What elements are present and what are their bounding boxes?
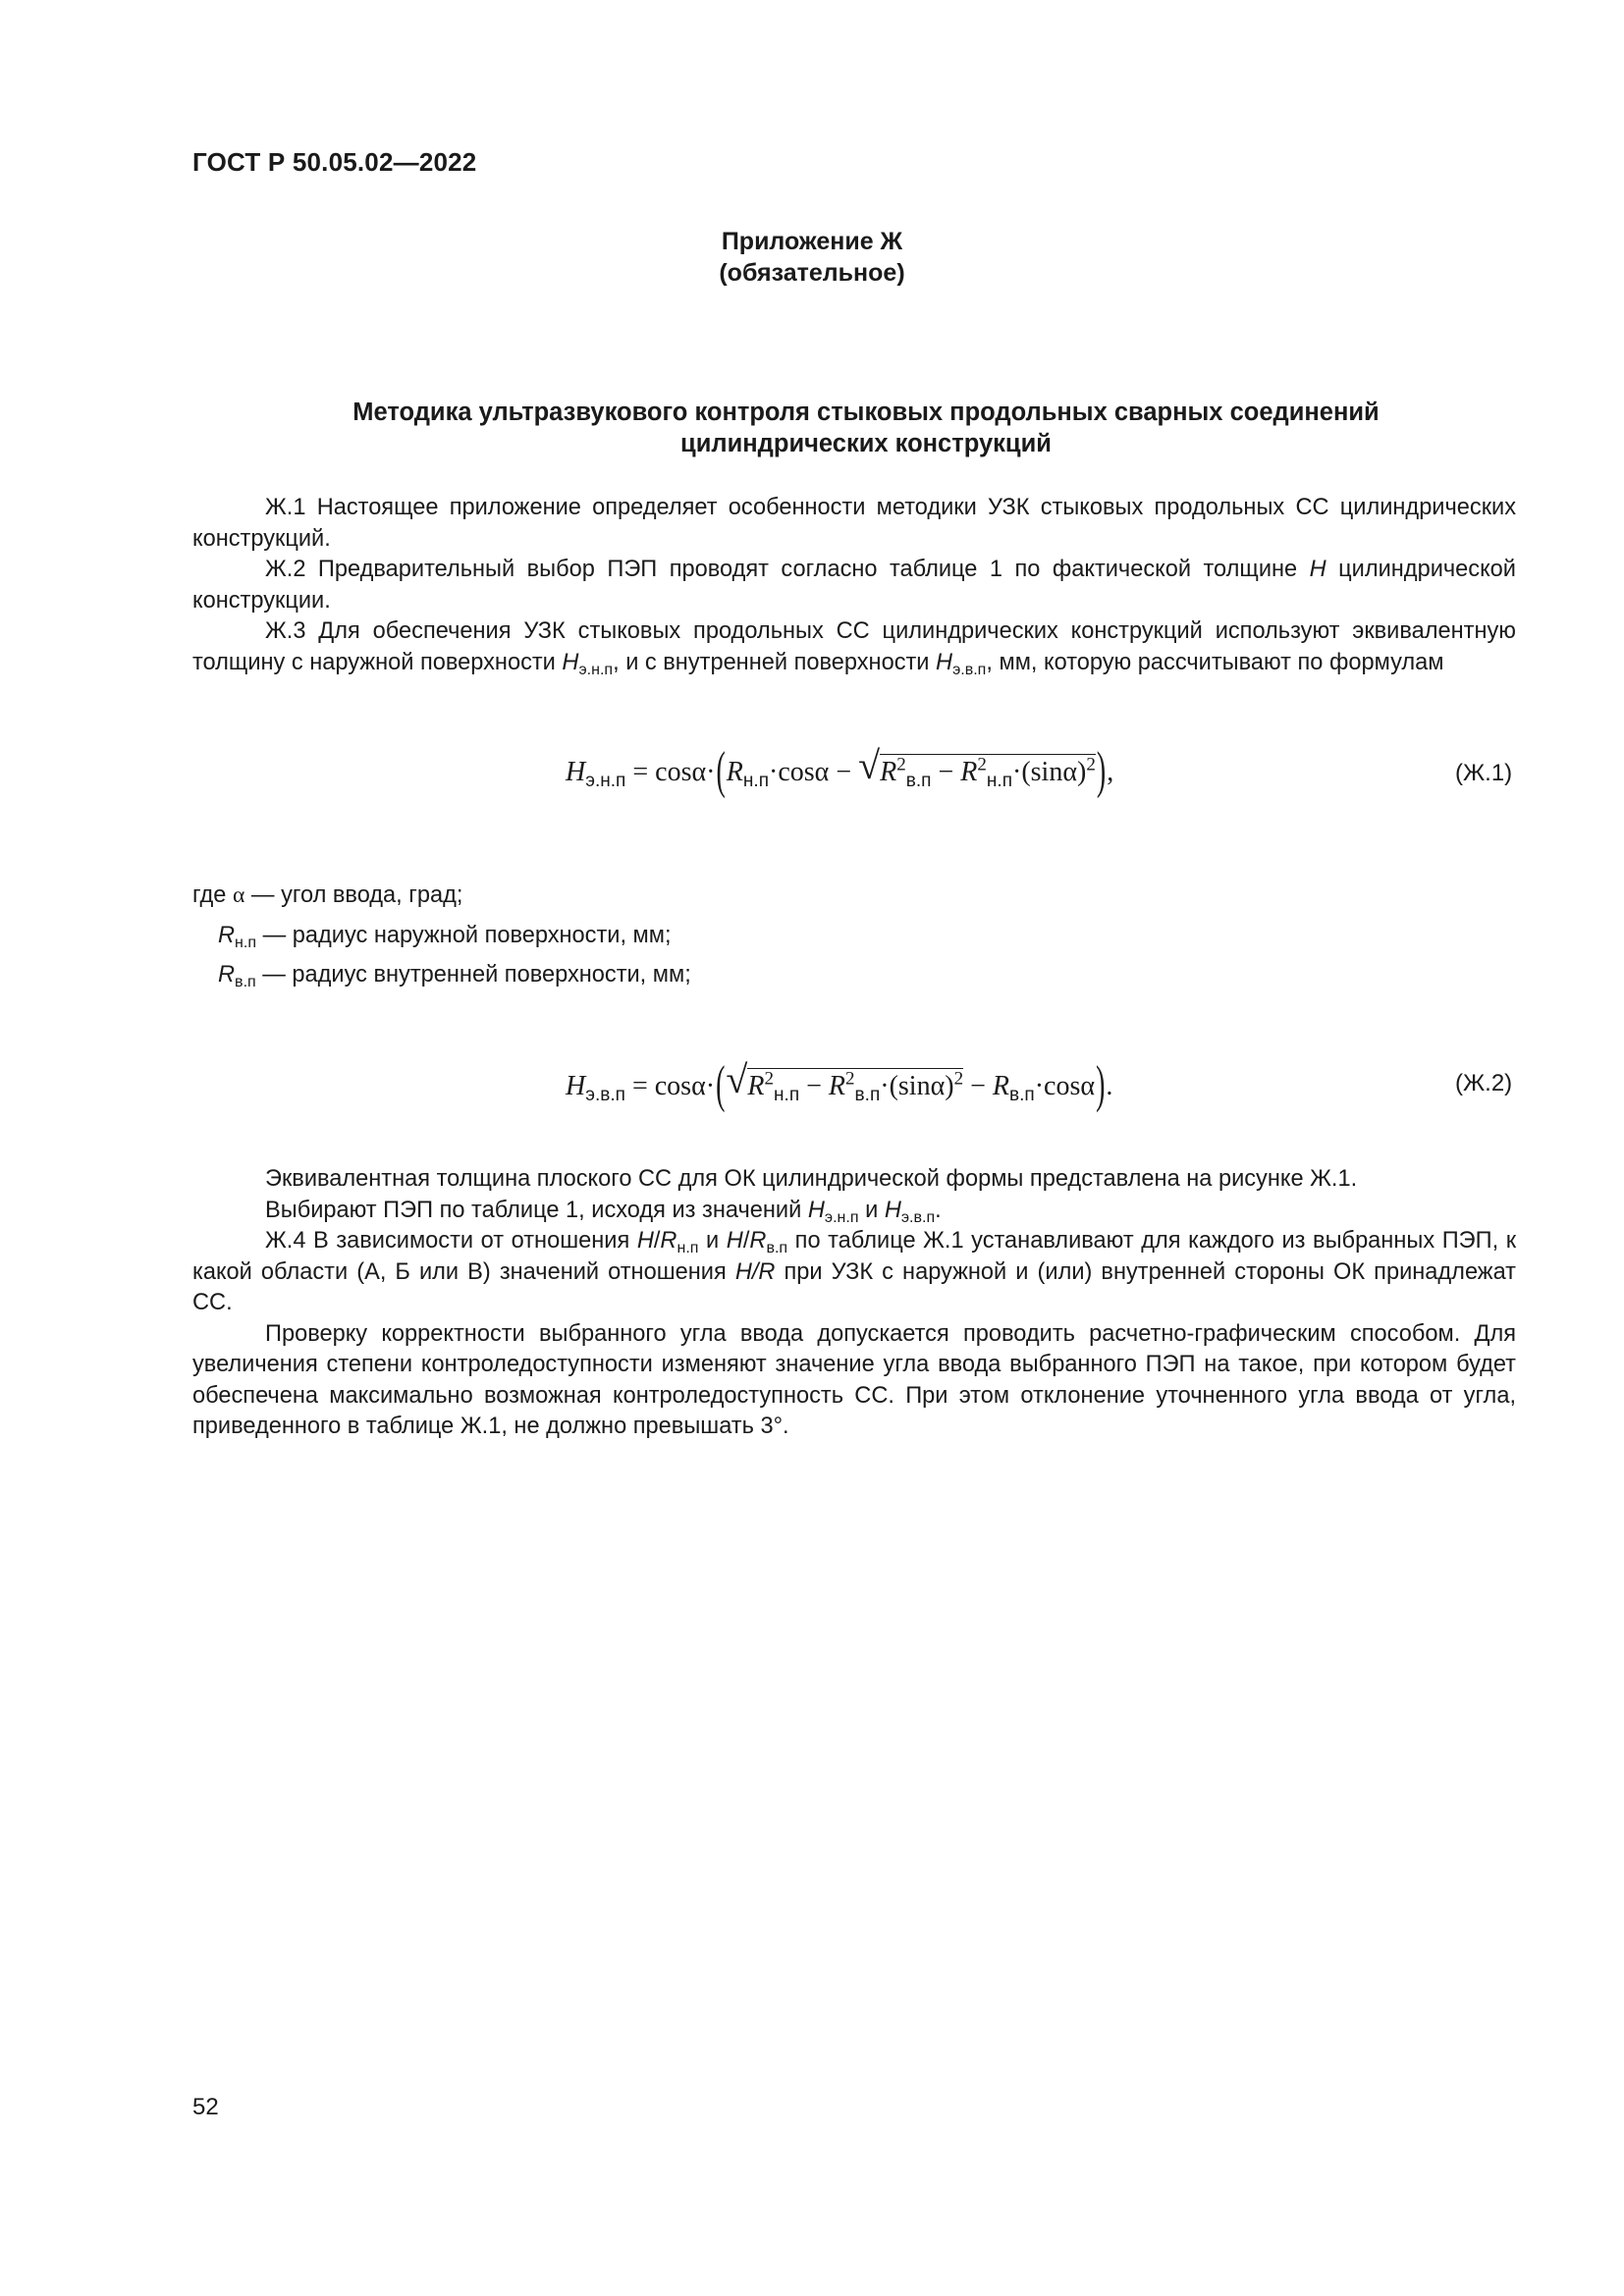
annex-title — [255, 397, 1477, 459]
paragraph-zh1: Ж.1 Настоящее приложение определяет особенности методики УЗК стыковых продольных СС цилиндрических конструкций. — [192, 495, 1516, 552]
intro-paragraphs — [192, 493, 1516, 678]
closing-paragraphs — [192, 1164, 1516, 1443]
formula-zh1: $H_{э.н.п} = \cos\alpha\cdot(R_{н.п}\cdot\cos\alpha$ − √ $R^2_{в.п} - R^2_{н.п}\cdot(\sin\alpha)^2$), — [566, 742, 1114, 801]
paragraph-equivalent-thickness: Эквивалентная толщина плоского СС для ОК цилиндрической формы представлена на рисунке Ж.1. — [265, 1166, 1358, 1192]
paragraph-zh4: Ж.4 В зависимости от отношения $H/R_{н.п}$ и $H/R_{в.п}$ по таблице Ж.1 устанавливают для каждого из выбранных ПЭП, к какой области (А, Б или В) значений отношения H/R при УЗК с наружной и (или) внутренней стороны ОК принадлежат СС. — [192, 1228, 1517, 1315]
annex-status: (обязательное) — [719, 259, 905, 287]
definition-rnp: $R_{н.п}$ — радиус наружной поверхности, мм; — [218, 922, 672, 951]
page-number: 52 — [192, 2094, 219, 2120]
annex-label: Приложение Ж — [721, 228, 903, 255]
paragraph-angle-check: Проверку корректности выбранного угла ввода допускается проводить расчетно-графическим способом. Для увеличения степени контроледоступности изменяют значение угла ввода выбранного ПЭП на такое, при котором будет обеспечена максимально возможная контроледоступность СС. При этом отклонение уточненного угла ввода от угла, приведенного в таблице Ж.1, не должно превышать 3°. — [192, 1320, 1516, 1439]
paragraph-zh2: Ж.2 Предварительный выбор ПЭП проводят согласно таблице 1 по фактической толщине H цилиндрической конструкции. — [192, 557, 1516, 614]
formula-zh1-number: (Ж.1) — [1455, 760, 1513, 786]
paragraph-select-pep: Выбирают ПЭП по таблице 1, исходя из значений $H_{э.н.п}$ и $H_{э.в.п}$. — [265, 1197, 942, 1226]
document-code: ГОСТ Р 50.05.02—2022 — [192, 147, 477, 177]
formula-zh2-number: (Ж.2) — [1455, 1070, 1513, 1096]
definitions — [192, 881, 691, 991]
annex-title-line2: цилиндрических конструкций — [680, 430, 1052, 457]
annex-title-line1: Методика ультразвукового контроля стыковых продольных сварных соединений — [352, 399, 1380, 426]
paragraph-zh3: Ж.3 Для обеспечения УЗК стыковых продольных СС цилиндрических конструкций используют эквивалентную толщину с наружной поверхности $H_{э.н.п}$, и с внутренней поверхности $H_{э.в.п}$, мм, которую рассчитывают по формулам — [192, 618, 1516, 678]
definition-alpha: где α — угол ввода, град; — [192, 882, 463, 908]
definition-rvp: $R_{в.п}$ — радиус внутренней поверхности, мм; — [218, 962, 691, 991]
formula-zh2: $H_{э.в.п} = \cos\alpha\cdot$( √ $R^2_{н.п} - R^2_{в.п}\cdot(\sin\alpha)^2 - R_{в.п}\cdot\cos\alpha$). — [566, 1056, 1113, 1115]
